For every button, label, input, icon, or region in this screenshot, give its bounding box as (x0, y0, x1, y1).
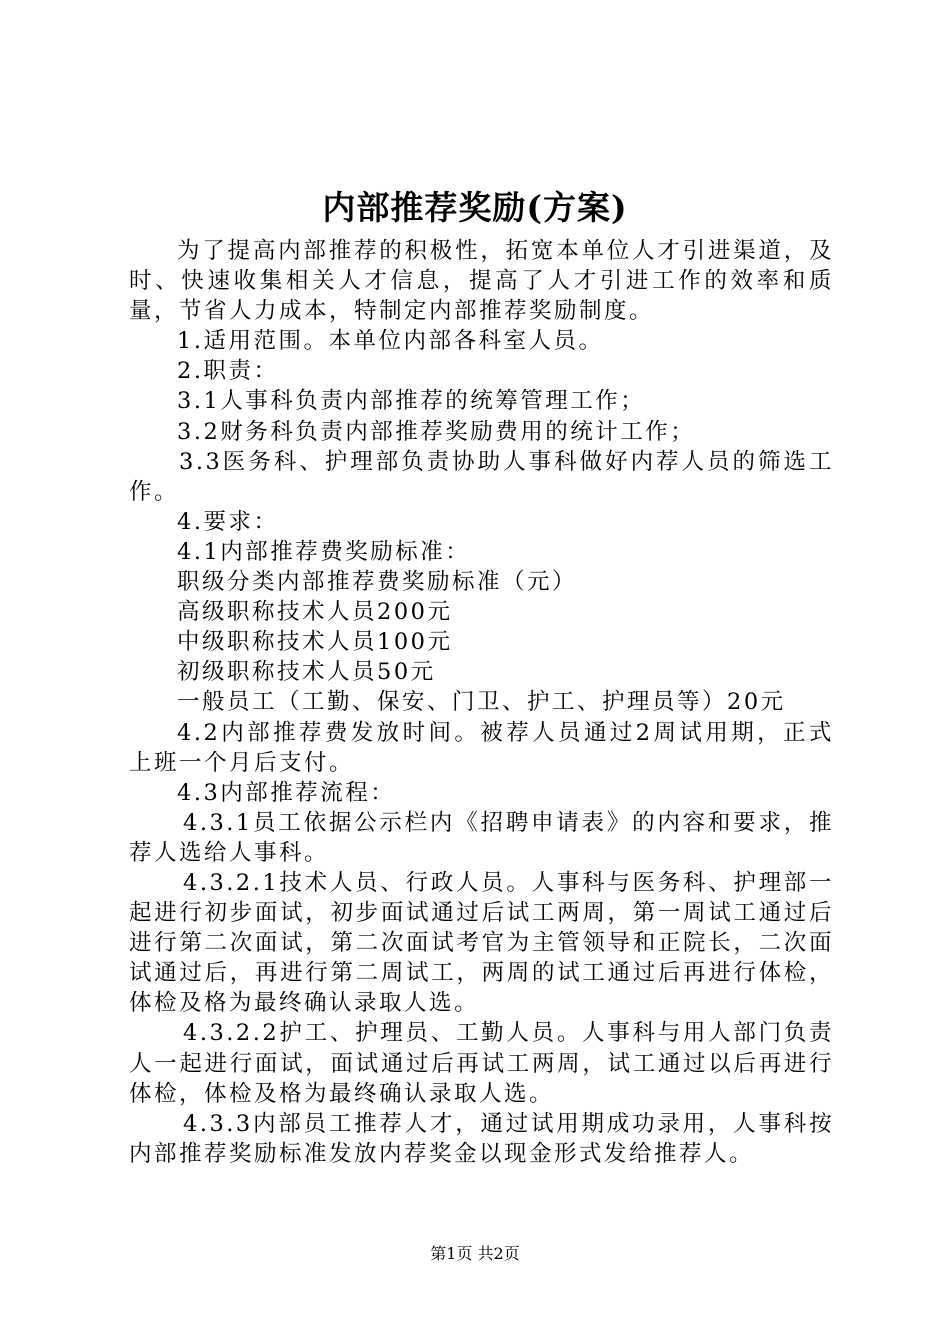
document-body (129, 236, 834, 1169)
section-duties: 2.职责： (177, 358, 279, 385)
duty-finance: 3.2财务科负责内部推荐奖励费用的统计工作； (177, 418, 696, 445)
reward-table-header: 职级分类内部推荐费奖励标准（元） (177, 569, 578, 596)
reward-intermediate: 中级职称技术人员100元 (177, 629, 453, 656)
process-heading: 4.3内部推荐流程： (177, 779, 396, 806)
section-requirements: 4.要求： (177, 508, 279, 535)
document-title: 内部推荐奖励(方案) (322, 188, 628, 227)
process-step-1: 4.3.1员工依据公示栏内《招聘申请表》的内容和要求，推荐人选给人事科。 (129, 809, 834, 866)
intro-paragraph: 为了提高内部推荐的积极性，拓宽本单位人才引进渠道，及时、快速收集相关人才信息，提高了人才引进工作的效率和质量，节省人力成本，特制定内部推荐奖励制度。 (129, 238, 834, 325)
reward-junior: 初级职称技术人员50元 (177, 659, 436, 686)
process-step-3: 4.3.3内部员工推荐人才，通过试用期成功录用，人事科按内部推荐奖励标准发放内荐奖金以现金形式发给推荐人。 (129, 1110, 834, 1167)
process-step-2-1: 4.3.2.1技术人员、行政人员。人事科与医务科、护理部一起进行初步面试，初步面试通过后试工两周，第一周试工通过后进行第二次面试，第二次面试考官为主管领导和正院长，二次面试通过后，再进行第二周试工，两周的试工通过后再进行体检，体检及格为最终确认录取人选。 (129, 869, 834, 1017)
page-footer: 第1页 共2页 (430, 1244, 520, 1263)
process-step-2-2: 4.3.2.2护工、护理员、工勤人员。人事科与用人部门负责人一起进行面试，面试通过后再试工两周，试工通过以后再进行体检，体检及格为最终确认录取人选。 (129, 1020, 834, 1107)
duty-medical: 3.3医务科、护理部负责协助人事科做好内荐人员的筛选工作。 (129, 448, 834, 505)
section-scope: 1.适用范围。本单位内部各科室人员。 (177, 328, 604, 355)
reward-senior: 高级职称技术人员200元 (177, 599, 453, 626)
payment-time: 4.2内部推荐费发放时间。被荐人员通过2周试用期，正式上班一个月后支付。 (129, 719, 834, 776)
reward-general-staff: 一般员工（工勤、保安、门卫、护工、护理员等）20元 (177, 689, 786, 716)
duty-hr: 3.1人事科负责内部推荐的统筹管理工作； (177, 388, 646, 415)
reward-standard-heading: 4.1内部推荐费奖励标准： (177, 538, 471, 565)
